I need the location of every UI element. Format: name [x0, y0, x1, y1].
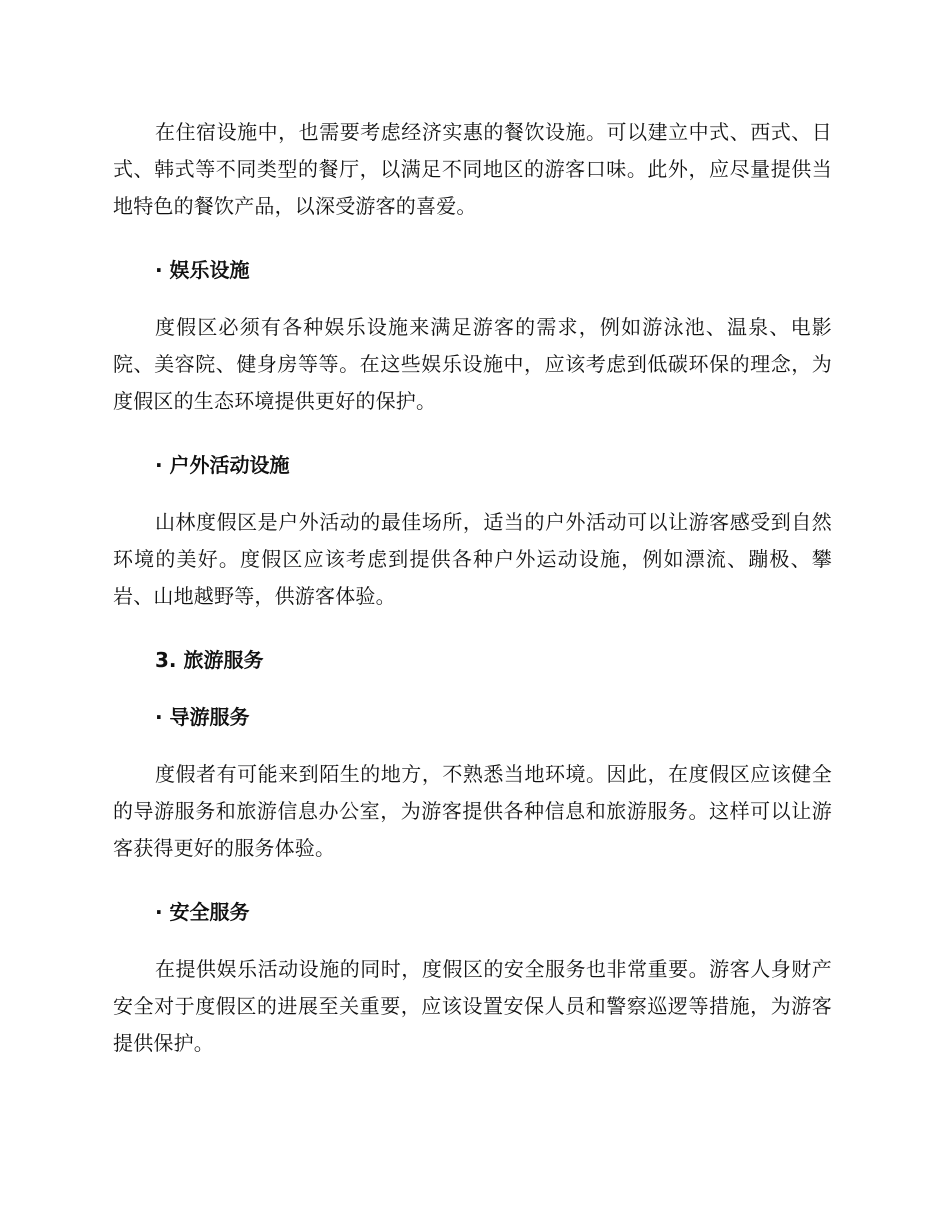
- paragraph-dining: 在住宿设施中，也需要考虑经济实惠的餐饮设施。可以建立中式、西式、日式、韩式等不同类型的餐厅，以满足不同地区的游客口味。此外，应尽量提供当地特色的餐饮产品，以深受游客的喜爱。: [113, 120, 832, 218]
- paragraph-guide-service: 度假者有可能来到陌生的地方，不熟悉当地环境。因此，在度假区应该健全的导游服务和旅游信息办公室，为游客提供各种信息和旅游服务。这样可以让游客获得更好的服务体验。: [113, 762, 832, 860]
- paragraph-safety-service: 在提供娱乐活动设施的同时，度假区的安全服务也非常重要。游客人身财产安全对于度假区的进展至关重要，应该设置安保人员和警察巡逻等措施，为游客提供保护。: [113, 957, 832, 1055]
- heading-entertainment: · 娱乐设施: [155, 258, 250, 282]
- heading-outdoor: · 户外活动设施: [155, 453, 290, 477]
- paragraph-outdoor: 山林度假区是户外活动的最佳场所，适当的户外活动可以让游客感受到自然环境的美好。度假区应该考虑到提供各种户外运动设施，例如漂流、蹦极、攀岩、山地越野等，供游客体验。: [113, 510, 832, 608]
- heading-tourism-service: 3. 旅游服务: [155, 648, 264, 672]
- heading-guide-service: · 导游服务: [155, 705, 250, 729]
- paragraph-entertainment: 度假区必须有各种娱乐设施来满足游客的需求，例如游泳池、温泉、电影院、美容院、健身房等等。在这些娱乐设施中，应该考虑到低碳环保的理念，为度假区的生态环境提供更好的保护。: [113, 315, 832, 413]
- heading-safety-service: · 安全服务: [155, 900, 250, 924]
